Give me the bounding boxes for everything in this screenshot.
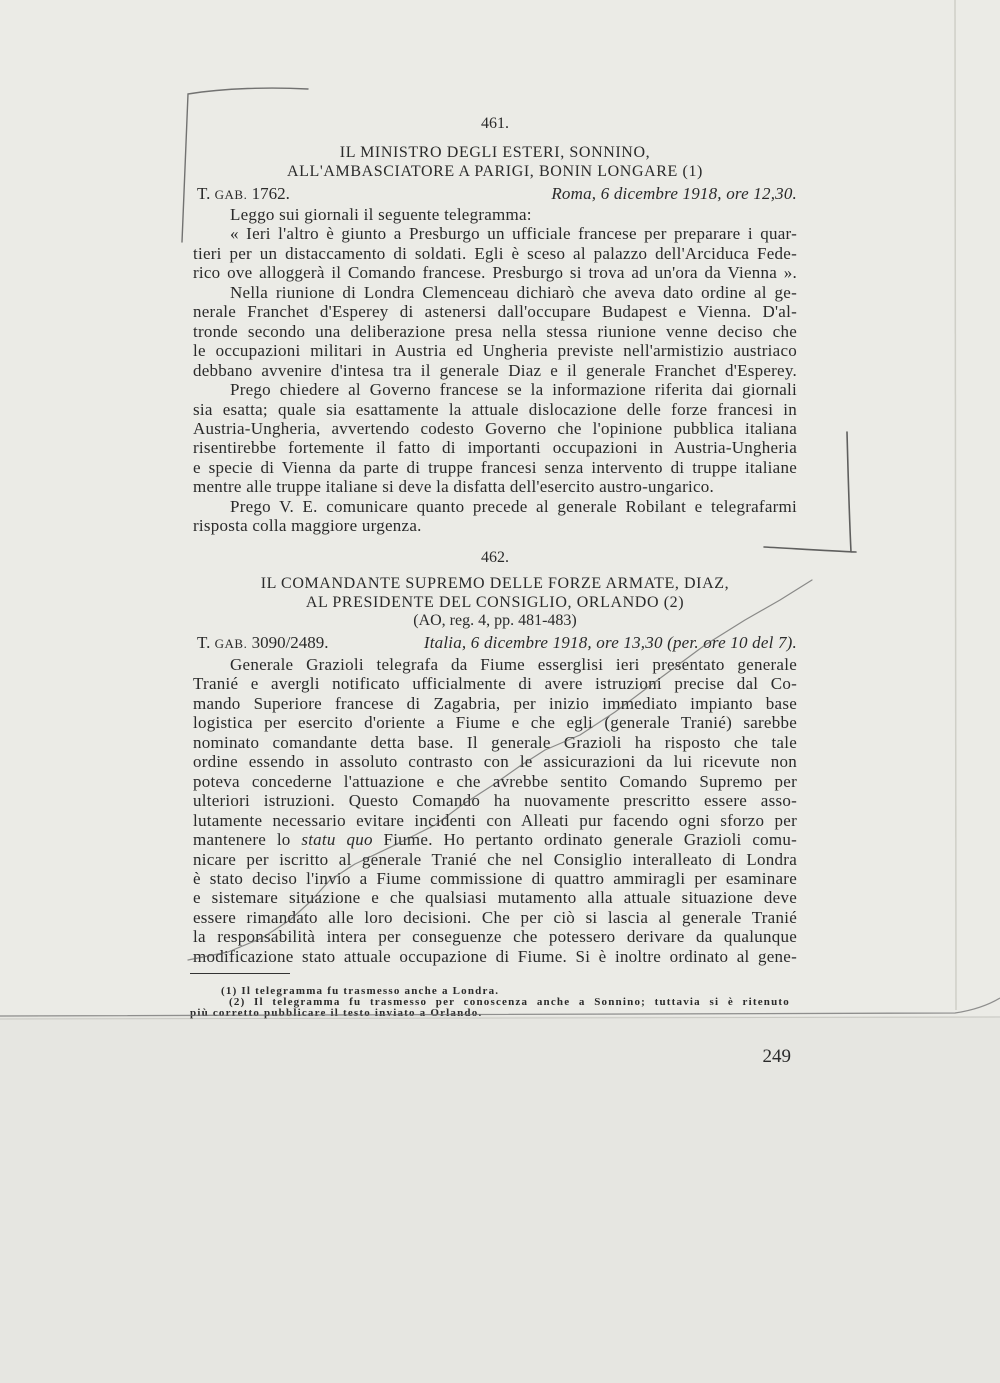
place-date: Roma, 6 dicembre 1918, ore 12,30. <box>551 184 797 203</box>
text-line <box>193 205 797 224</box>
text-line <box>193 516 797 535</box>
text-segment: risposta colla maggiore urgenza. <box>193 516 422 536</box>
text-line <box>193 830 797 849</box>
footnote <box>190 997 790 1019</box>
text-line <box>193 380 797 399</box>
underlying-sheet <box>0 1016 1000 1383</box>
protocol-office: GAB. <box>214 636 248 651</box>
text-line <box>193 927 797 946</box>
text-line <box>193 224 797 243</box>
text-segment: mentre alle truppe italiane si deve la disfatta dell'esercito austro-ungarico. <box>193 477 715 497</box>
footnotes <box>190 986 790 1019</box>
text-segment: (2) Il telegramma fu trasmesso per conoscenza anche a Sonnino; tuttavia si è ritenuto <box>229 995 790 1008</box>
text-segment: logistica per esercito d'oriente a Fiume e che egli (generale Tranié) sarebbe <box>193 713 797 733</box>
text-segment: nicare per iscritto al generale Tranié che nel Consiglio interalleato di Londra <box>193 849 797 869</box>
text-segment: e specie di Vienna da parte di truppe francesi senza intervento di truppe italiane <box>193 457 797 477</box>
text-segment: rico ove alloggerà il Comando francese. Presburgo si trova ad un'ora da Vienna ». <box>193 263 797 283</box>
text-segment: Fiume. Ho pertanto ordinato generale Grazioli comu- <box>372 830 797 850</box>
text-segment: Nella riunione di Londra Clemenceau dichiarò che aveva dato ordine al ge- <box>230 282 797 302</box>
heading-line: IL COMANDANTE SUPREMO DELLE FORZE ARMATE, DIAZ, <box>260 575 730 592</box>
text-segment: ordine essendo in assoluto contrasto con le assicurazioni da lui ricevute non <box>193 752 797 772</box>
text-segment: debbano avvenire d'intesa tra il generale Diaz e il generale Franchet d'Esperey. <box>193 360 797 380</box>
protocol-office: GAB. <box>214 187 248 202</box>
text-segment: poteva concederne l'attuazione e che avrebbe sentito Comando Supremo per <box>193 771 797 791</box>
text-line <box>193 322 797 341</box>
text-segment: essere rimandato alle loro decisioni. Che per ciò si lascia al generale Tranié <box>193 907 797 927</box>
text-line <box>193 302 797 321</box>
paragraph <box>193 655 797 966</box>
text-segment: nerale Franchet d'Esperey di astenersi dall'occupare Budapest e Vienna. D'al- <box>193 302 797 322</box>
text-line <box>193 263 797 282</box>
protocol-number: 3090/2489. <box>251 633 329 652</box>
text-segment: ulteriori istruzioni. Questo Comando ha nuovamente prescritto essere asso- <box>193 791 797 811</box>
text-segment: Tranié e avergli notificato ufficialmente di avere istruzioni precise dal Co- <box>193 674 797 694</box>
text-line <box>193 713 797 732</box>
text-segment: tieri per un distaccamento di soldati. Egli è sceso al palazzo dell'Arciduca Fede- <box>193 243 797 263</box>
protocol-number: 1762. <box>251 184 290 203</box>
protocol-type: T. <box>197 633 211 652</box>
text-line <box>193 341 797 360</box>
footnote-line <box>190 1008 790 1019</box>
text-line <box>193 752 797 771</box>
paragraph <box>193 497 797 536</box>
protocol-type: T. <box>197 184 211 203</box>
text-line <box>193 850 797 869</box>
text-segment: (1) Il telegramma fu trasmesso anche a Londra. <box>221 984 500 997</box>
text-line <box>193 674 797 693</box>
text-segment: « Ieri l'altro è giunto a Presburgo un ufficiale francese per preparare i quar- <box>230 224 797 244</box>
text-segment: Prego V. E. comunicare quanto precede al generale Robilant e telegrafarmi <box>230 496 797 516</box>
text-segment: le occupazioni militari in Austria ed Ungheria previste nell'armistizio austriaco <box>193 341 797 361</box>
text-segment: tronde secondo una deliberazione presa nella stessa riunione venne deciso che <box>193 321 797 341</box>
text-segment: mando Superiore francese di Zagabria, per inizio immediato impianto base <box>193 693 797 713</box>
document-number: 461. <box>481 115 509 132</box>
paragraph <box>193 224 797 282</box>
text-segment: Prego chiedere al Governo francese se la informazione riferita dai giornali <box>230 380 797 400</box>
heading-line: AL PRESIDENTE DEL CONSIGLIO, ORLANDO (2) <box>305 594 685 611</box>
protocol-reference <box>193 184 290 205</box>
paragraph <box>193 283 797 380</box>
text-line <box>193 694 797 713</box>
text-segment: Austria-Ungheria, avvertendo codesto Governo che l'opinione pubblica italiana <box>193 418 797 438</box>
document-body <box>193 655 797 966</box>
text-segment: risentirebbe fortemente il fatto di importanti occupazioni in Austria-Ungheria <box>193 438 797 458</box>
text-line <box>193 477 797 496</box>
text-line <box>193 869 797 888</box>
page-right-edge <box>955 0 956 1010</box>
archival-source: (AO, reg. 4, pp. 481-483) <box>413 612 577 629</box>
text-line <box>193 400 797 419</box>
text-segment: mantenere lo <box>193 830 302 850</box>
text-line <box>193 497 797 516</box>
text-line <box>193 419 797 438</box>
page-number: 249 <box>762 1046 791 1067</box>
protocol-line <box>193 633 797 654</box>
heading-line: ALL'AMBASCIATORE A PARIGI, BONIN LONGARE (1) <box>287 163 703 180</box>
footnote-separator <box>190 973 290 974</box>
text-segment: modificazione stato attuale occupazione di Fiume. Si è inoltre ordinato al gene- <box>193 946 797 966</box>
text-line <box>193 283 797 302</box>
italic-phrase: statu quo <box>301 830 373 850</box>
text-line <box>193 947 797 966</box>
text-segment: Leggo sui giornali il seguente telegramma: <box>230 205 532 224</box>
text-segment: lutamente necessario evitare incidenti con Alleati pur facendo ogni sforzo per <box>193 810 797 830</box>
text-segment: e sistemare situazione e che qualsiasi mutamento alla attuale situazione deve <box>193 888 797 908</box>
text-line <box>193 772 797 791</box>
text-segment: è stato deciso l'invio a Fiume commissione di quattro ammiragli per esaminare <box>193 868 797 888</box>
text-segment: sia esatta; quale sia esattamente la attuale dislocazione delle forze francesi in <box>193 399 797 419</box>
text-line <box>193 438 797 457</box>
text-line <box>193 655 797 674</box>
text-line <box>193 888 797 907</box>
text-line <box>193 811 797 830</box>
text-line <box>193 361 797 380</box>
document-heading <box>193 143 797 181</box>
document-body <box>193 205 797 536</box>
text-segment: Generale Grazioli telegrafa da Fiume esserglisi ieri presentato generale <box>230 655 797 674</box>
paragraph <box>193 205 797 224</box>
paragraph <box>193 380 797 497</box>
text-line <box>193 244 797 263</box>
text-line <box>193 791 797 810</box>
heading-line: IL MINISTRO DEGLI ESTERI, SONNINO, <box>339 144 651 161</box>
protocol-line <box>193 184 797 205</box>
place-date: Italia, 6 dicembre 1918, ore 13,30 (per. ore 10 del 7). <box>423 633 797 652</box>
protocol-reference <box>193 633 329 654</box>
document-heading <box>193 574 797 612</box>
text-segment: nominato comandante detta base. Il generale Grazioli ha risposto che tale <box>193 732 797 752</box>
text-line <box>193 458 797 477</box>
text-line <box>193 908 797 927</box>
text-segment: più corretto pubblicare il testo inviato a Orlando. <box>190 1006 483 1019</box>
text-segment: la responsabilità intera per conseguenze che potessero derivare da qualunque <box>193 927 797 947</box>
text-line <box>193 733 797 752</box>
document-number: 462. <box>481 549 509 566</box>
